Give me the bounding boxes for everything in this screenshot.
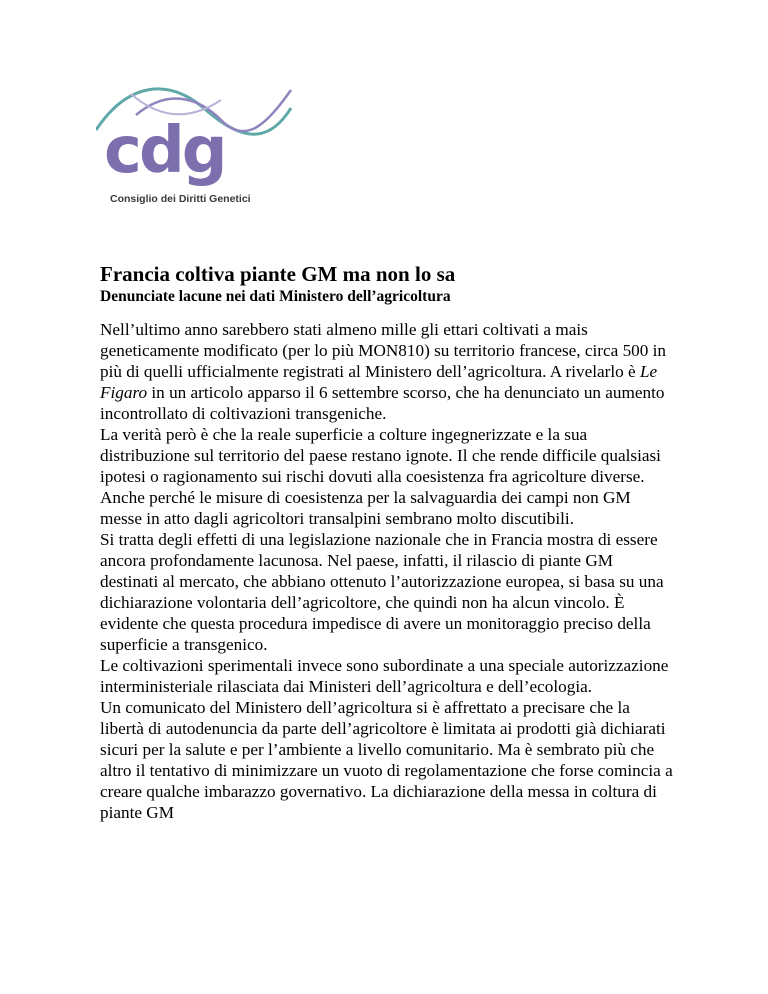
paragraph-3: Si tratta degli effetti di una legislazione nazionale che in Francia mostra di essere ancora profondamente lacunosa. Nel paese, infatti, il rilascio di piante GM destinati al mercato, che abbiano ottenuto l’autorizzazione europea, si basa su una dichiarazione volontaria dell’agricoltore, che quindi non ha alcun vincolo. È evidente che questa procedura impedisce di avere un monitoraggio preciso della superficie a transgenico. bbox=[100, 530, 664, 654]
newspaper-name: Le Figaro bbox=[100, 362, 658, 402]
paragraph-1-start: Nell’ultimo anno sarebbero stati almeno mille gli ettari coltivati a mais geneticamente modificato (per lo più MON810) su territorio francese, circa 500 in più di quelli ufficialmente registrati al Ministero dell’agricoltura. A rivelarlo è bbox=[100, 320, 667, 381]
paragraph-4: Le coltivazioni sperimentali invece sono subordinate a una speciale autorizzazione interministeriale rilasciata dai Ministeri dell’agricoltura e dell’ecologia. bbox=[100, 656, 669, 696]
paragraph-1-end: in un articolo apparso il 6 settembre scorso, che ha denunciato un aumento incontrollato di coltivazioni transgeniche. bbox=[100, 383, 665, 423]
logo-caption: Consiglio dei Diritti Genetici bbox=[110, 193, 251, 205]
article-body bbox=[100, 319, 675, 823]
logo-lettermark: cdg bbox=[104, 114, 225, 188]
paragraph-2: La verità però è che la reale superficie a colture ingegnerizzate e la sua distribuzione sul territorio del paese restano ignote. Il che rende difficile qualsiasi ipotesi o ragionamento sui rischi dovuti alla coesistenza fra agricolture diverse. Anche perché le misure di coesistenza per la salvaguardia dei campi non GM messe in atto dagli agricoltori transalpini sembrano molto discutibili. bbox=[100, 425, 661, 528]
article-title: Francia coltiva piante GM ma non lo sa bbox=[100, 262, 456, 286]
article-subtitle: Denunciate lacune nei dati Ministero dell’agricoltura bbox=[100, 288, 451, 305]
paragraph-5: Un comunicato del Ministero dell’agricoltura si è affrettato a precisare che la libertà di autodenuncia da parte dell’agricoltore è limitata ai prodotti già dichiarati sicuri per la salute e per l’ambiente a livello comunitario. Ma è sembrato più che altro il tentativo di minimizzare un vuoto di regolamentazione che forse comincia a creare qualche imbarazzo governativo. La dichiarazione della messa in coltura di piante GM bbox=[100, 698, 673, 822]
paragraph-1 bbox=[100, 319, 675, 424]
